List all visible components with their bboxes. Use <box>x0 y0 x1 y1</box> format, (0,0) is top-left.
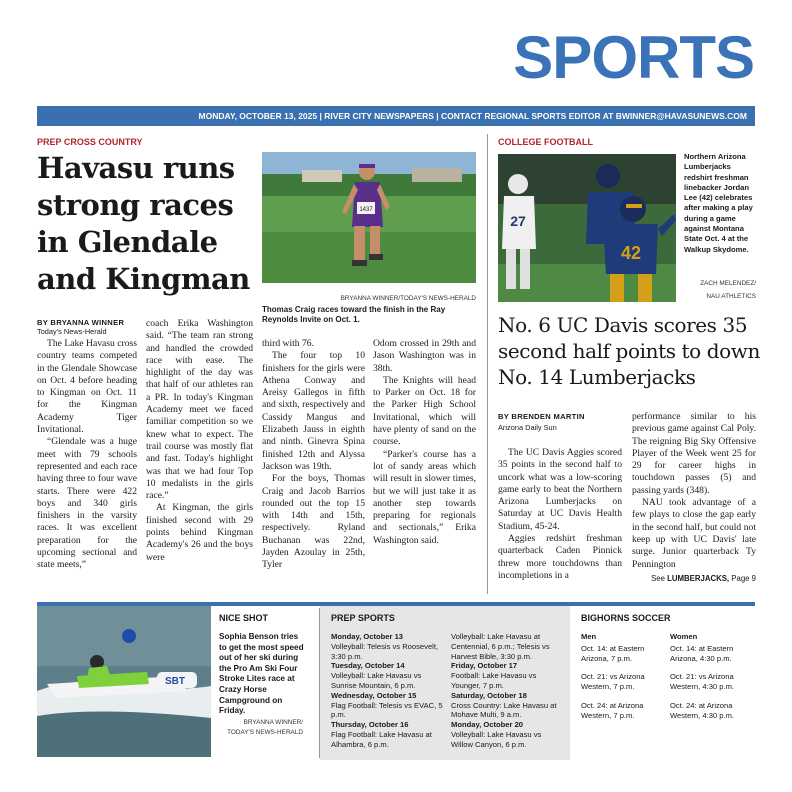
schedule-day: Tuesday, October 14 <box>331 661 405 671</box>
story2-paragraph: Aggies redshirt freshman quarterback Caden Pinnick threw more touchdowns than incompletions in a <box>498 533 622 581</box>
prep-sports-column-1 <box>331 632 443 750</box>
jump-page: Page 9 <box>731 574 756 583</box>
schedule-entry: Oct. 14: at Eastern Arizona, 7 p.m. <box>581 643 645 663</box>
story1-paragraph: third with 76. <box>262 338 314 349</box>
story1-photo-credit: BRYANNA WINNER/TODAY'S NEWS-HERALD <box>340 295 476 302</box>
schedule-day: Monday, October 13 <box>331 632 404 641</box>
story2-jump-line[interactable] <box>632 574 756 583</box>
bighorns-women-column <box>670 632 754 721</box>
schedule-entry: Oct. 24: at Arizona Western, 7 p.m. <box>581 700 644 720</box>
story1-paragraph: “Parker's course has a lot of sandy areas which will result in slower times, but we will just take it as another step towards preparing for regionals and sectionals,” Erika Washington said. <box>373 448 476 546</box>
story1-paragraph: For the boys, Thomas Craig and Jacob Barrios rounded out the top 15 with 14th and 15th, respectively. Ryland Buchanan was 22nd, Jayden Azoulay in 25th, Tyler <box>262 473 365 571</box>
runner-photo-image <box>262 152 476 283</box>
header-bar-text: MONDAY, OCTOBER 13, 2025 | RIVER CITY NEWSPAPERS | CONTACT REGIONAL SPORTS EDITOR AT BWINNER@HAVASUNEWS.COM <box>198 111 747 121</box>
schedule-events: Football: Lake Havasu vs Younger, 7 p.m. <box>451 671 537 690</box>
story1-byline-org: Today's News-Herald <box>37 327 107 336</box>
prep-sports-title: PREP SPORTS <box>331 613 395 623</box>
story2-photo-credit-line: NAU ATHLETICS <box>706 293 756 300</box>
story2-paragraph: performance similar to his previous game against Cal Poly. The reigning Big Sky Offensive Player of the Week went 25 for 29 for career highs in touchdown passes (5) and passing yards (348). <box>632 411 756 496</box>
schedule-day: Monday, October 20 <box>451 720 524 730</box>
women-label: Women <box>670 632 698 641</box>
schedule-day: Wednesday, October 15 <box>331 690 417 700</box>
story1-photo <box>262 152 476 283</box>
story1-paragraph: The Knights will head to Parker on Oct. 18 for the Parker High School Invitational, which will have plenty of sand on the course. <box>373 374 476 448</box>
schedule-events: Flag Football: Telesis vs EVAC, 5 p.m. <box>331 700 443 720</box>
bib-number: 1437 <box>359 207 373 213</box>
story1-headline[interactable]: Havasu runs strong races in Glendale and Kingman <box>37 151 250 296</box>
story1-photo-caption: Thomas Craig races toward the finish in the Ray Reynolds Invite on Oct. 1. <box>262 305 446 324</box>
boat-text: SBT <box>165 676 185 687</box>
story1-column-3 <box>262 338 365 572</box>
nice-shot-title: NICE SHOT <box>219 613 269 623</box>
story2-photo-credit-line: ZACH MELENDEZ/ <box>700 280 756 287</box>
jersey-number: 42 <box>620 243 642 263</box>
story2-photo-credit <box>684 277 756 303</box>
nice-shot-credit-line: BRYANNA WINNER/ <box>243 719 303 726</box>
story1-column-4 <box>373 338 476 547</box>
story2-paragraph: NAU took advantage of a few plays to close the gap early in the second half, but could not keep up with UC Davis' late surge. Junior quarterback Ty Pennington <box>632 497 756 570</box>
story2-photo-caption: Northern Arizona Lumberjacks redshirt freshman linebacker Jordan Lee (42) celebrates after making a play during a game against Montana State Oct. 4 at the Walkup Skydome. <box>684 152 753 254</box>
schedule-entry <box>331 691 443 720</box>
story1-column-1 <box>37 338 137 572</box>
schedule-events: Volleyball: Lake Havasu vs Willow Canyon, 6 p.m. <box>451 729 542 749</box>
schedule-day: Friday, October 17 <box>451 661 518 671</box>
story2-paragraph: The UC Davis Aggies scored 35 points in the second half to uncork what was a low-scoring game early to beat the Northern Arizona Lumberjacks on Saturday at UC Davis Health Stadium, 45-24. <box>498 447 622 532</box>
story2-byline-org: Arizona Daily Sun <box>498 423 557 432</box>
bighorns-title: BIGHORNS SOCCER <box>581 613 671 623</box>
story2-column-2 <box>632 411 756 571</box>
schedule-events: Volleyball: Lake Havasu at Centennial, 6 p.m.; Telesis vs Harvest Bible, 3:30 p.m. <box>451 632 550 661</box>
story2-photo <box>498 154 676 302</box>
story1-kicker: PREP CROSS COUNTRY <box>37 137 143 147</box>
schedule-entry <box>451 691 563 720</box>
jump-prefix: See <box>651 574 665 583</box>
story2-byline: BY BRENDEN MARTIN <box>498 412 585 421</box>
schedule-entry: Oct. 21: vs Arizona Western, 7 p.m. <box>581 672 645 692</box>
schedule-day: Saturday, October 18 <box>451 690 527 700</box>
jetski-photo-image <box>37 606 211 757</box>
nice-shot-credit <box>219 718 303 738</box>
section-title: SPORTS <box>513 24 754 91</box>
story2-headline[interactable]: No. 6 UC Davis scores 35 second half points to down No. 14 Lumberjacks <box>498 313 761 389</box>
nice-shot-credit-line: TODAY'S NEWS-HERALD <box>227 729 303 736</box>
schedule-entry <box>331 720 443 749</box>
schedule-entry: Oct. 24: at Arizona Western, 4:30 p.m. <box>670 700 735 720</box>
schedule-entry <box>451 720 563 749</box>
nice-shot-photo <box>37 606 211 757</box>
column-divider <box>487 134 488 594</box>
svg-text:27: 27 <box>510 213 526 229</box>
story1-column-2 <box>146 318 253 564</box>
story2-column-1 <box>498 447 622 582</box>
schedule-events: Volleyball: Telesis vs Roosevelt, 3:30 p.m. <box>331 641 439 661</box>
jump-word: LUMBERJACKS, <box>667 574 730 583</box>
story1-paragraph: The four top 10 finishers for the girls were Athena Conway and Areisy Gallegos in fifth and sixth, respectively and Cassidy Mangus and Elizabeth Jauss in eighth and ninth. Ginevra Spina finished 12th and Alyssa Jackson was 19th. <box>262 350 365 472</box>
story1-paragraph: coach Erika Washington said. “The team ran strong and handled the crowded race with ease. The highlight of the day was that half of our athletes ran a PR. In today's Kingman Academy meet we faced familiar competition so we knew what to expect. The trail course was mostly flat and fast. Today's highlight was that we had four Top 10 medalists in the girls race.” <box>146 318 253 502</box>
schedule-entry: Oct. 21: vs Arizona Western, 4:30 p.m. <box>670 672 735 692</box>
story1-paragraph: Odom crossed in 29th and Jason Washington was in 38th. <box>373 338 476 374</box>
schedule-entry <box>331 661 443 690</box>
schedule-entry <box>451 661 563 690</box>
story1-paragraph: “Glendale was a huge meet with 79 schools represented and each race having three to four wave starts. There were 422 boys and 340 girls finishers in the varsity races. It was excellent preparation for the upcoming sectional and state meets,” <box>37 436 137 571</box>
schedule-day: Thursday, October 16 <box>331 720 409 730</box>
story1-paragraph: At Kingman, the girls finished second with 29 points behind Kingman Academy's 26 and the boys were <box>146 502 253 563</box>
football-photo-image <box>498 154 676 302</box>
prep-sports-column-2 <box>451 632 563 750</box>
story2-kicker: COLLEGE FOOTBALL <box>498 137 593 147</box>
nice-shot-caption: Sophia Benson tries to get the most speed out of her ski during the Pro Am Ski Four Stroke Lites race at Crazy Horse Campground on Friday. <box>219 632 304 716</box>
story1-byline: BY BRYANNA WINNER <box>37 318 125 327</box>
men-label: Men <box>581 632 597 641</box>
bighorns-men-column <box>581 632 661 721</box>
schedule-events: Flag Football: Lake Havasu at Alhambra, 6 p.m. <box>331 729 432 749</box>
schedule-entry <box>331 632 443 661</box>
schedule-entry: Oct. 14: at Eastern Arizona, 4:30 p.m. <box>670 643 734 663</box>
header-bar <box>37 106 755 126</box>
schedule-events: Cross Country: Lake Havasu at Mohave Multi, 9 a.m. <box>451 700 557 720</box>
story1-paragraph: The Lake Havasu cross country teams competed in the Glendale Showcase on Oct. 4 before heading to Kingman on Oct. 11 for the Kingman Academy Tiger Invitational. <box>37 338 137 436</box>
schedule-events: Volleyball: Lake Havasu vs Sunrise Mountain, 6 p.m. <box>331 671 422 690</box>
